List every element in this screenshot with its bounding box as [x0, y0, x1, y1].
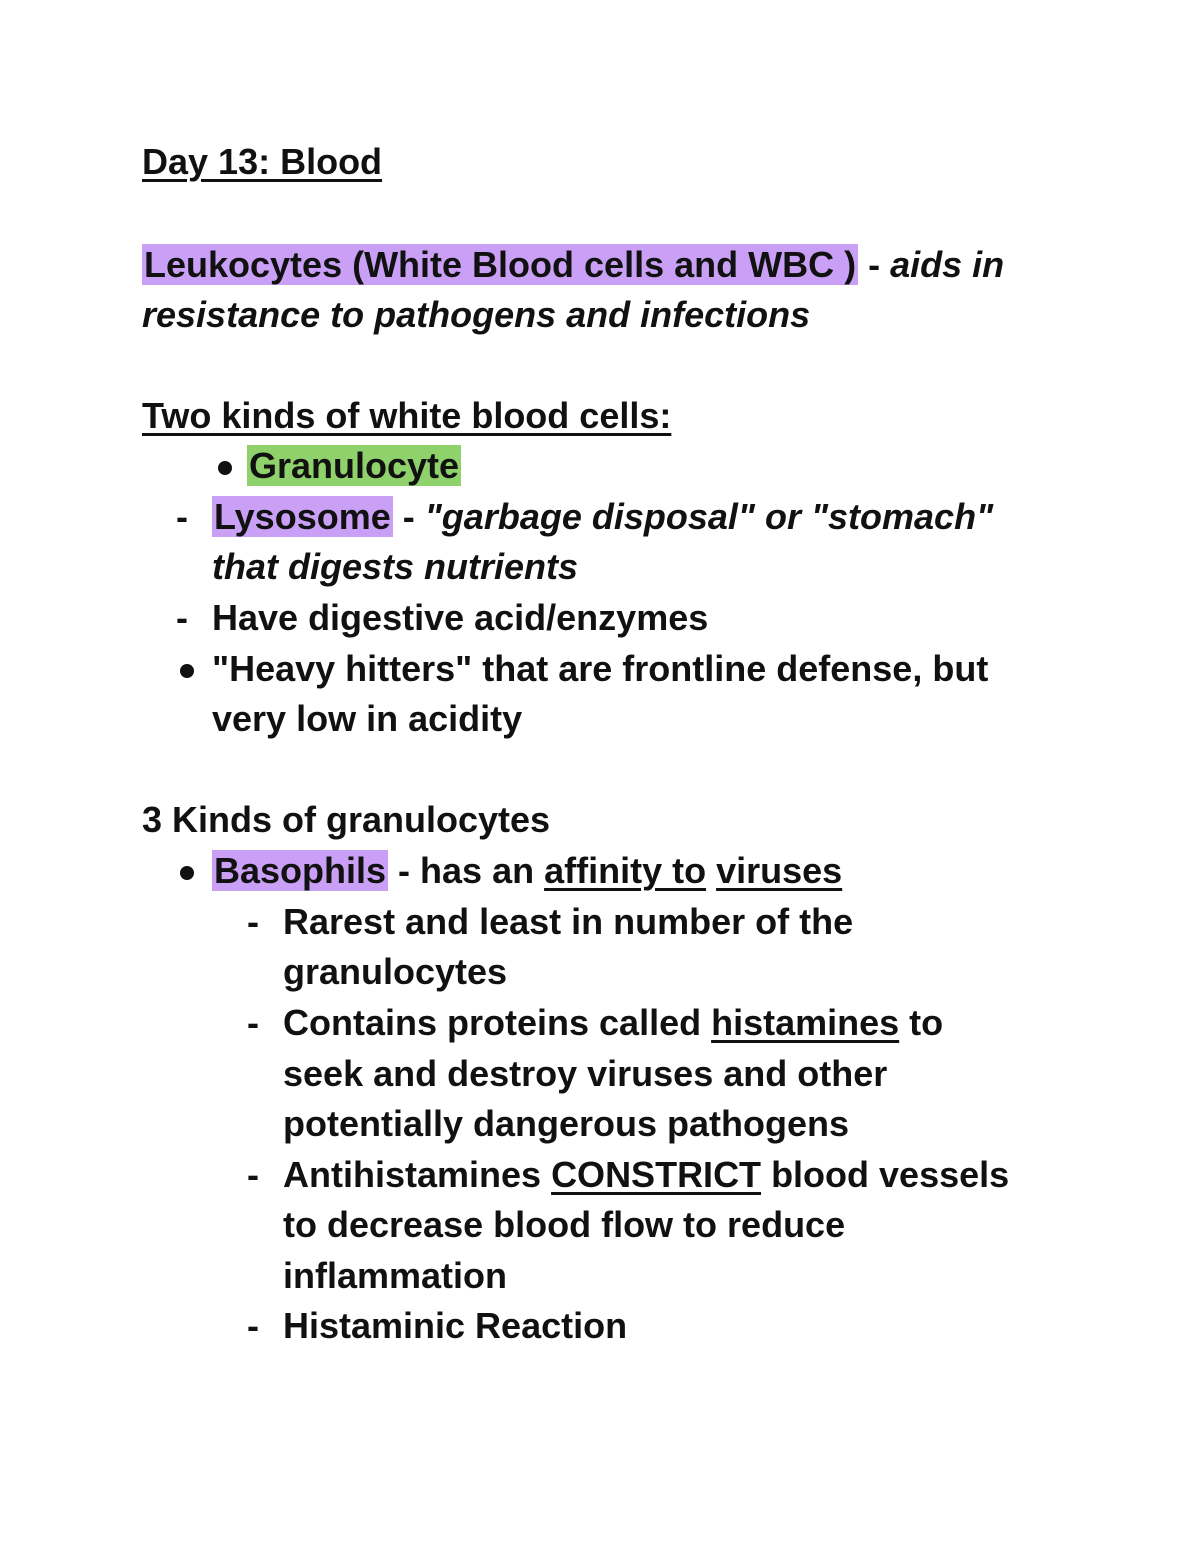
- histamines-text: histamines: [711, 1002, 900, 1043]
- leukocytes-desc-1: aids in: [890, 244, 1005, 285]
- heavy-hitters-line-1: "Heavy hitters" that are frontline defense, but: [212, 648, 989, 689]
- leukocytes-desc-2: resistance to pathogens and infections: [142, 294, 811, 335]
- antihistamines-line-1: [283, 1150, 1009, 1200]
- dash-icon: -: [176, 496, 188, 537]
- digestive-item: Have digestive acid/enzymes: [212, 597, 709, 638]
- leukocytes-separator: -: [858, 244, 891, 285]
- dash-icon: -: [247, 901, 259, 942]
- space-text: [706, 850, 716, 891]
- basophils-mid: - has an: [388, 850, 545, 891]
- granulocyte-item: [247, 441, 461, 491]
- rarest-line-1: Rarest and least in number of the: [283, 901, 854, 942]
- anti-post: blood vessels: [761, 1154, 1010, 1195]
- page-title: Day 13: Blood: [142, 141, 383, 182]
- granulocyte-term: Granulocyte: [249, 445, 460, 486]
- lysosome-line-1: [212, 492, 993, 542]
- lysosome-separator: -: [392, 496, 425, 537]
- contains-post: to: [899, 1002, 944, 1043]
- antihistamines-line-3: inflammation: [283, 1255, 508, 1296]
- viruses-text: viruses: [716, 850, 843, 891]
- basophils-term: Basophils: [214, 850, 387, 891]
- lysosome-term: Lysosome: [214, 496, 391, 537]
- contains-line-3: potentially dangerous pathogens: [283, 1103, 850, 1144]
- affinity-text: affinity to: [544, 850, 707, 891]
- three-kinds-heading: 3 Kinds of granulocytes: [142, 799, 551, 840]
- dash-icon: -: [247, 1154, 259, 1195]
- contains-pre: Contains proteins called: [283, 1002, 712, 1043]
- leukocytes-term: Leukocytes (White Blood cells and WBC ): [144, 244, 857, 285]
- dash-icon: -: [247, 1305, 259, 1346]
- constrict-text: CONSTRICT: [551, 1154, 762, 1195]
- basophils-line: [212, 846, 842, 896]
- lysosome-desc-2: that digests nutrients: [212, 546, 579, 587]
- histaminic-reaction-item: Histaminic Reaction: [283, 1305, 628, 1346]
- dash-icon: -: [247, 1002, 259, 1043]
- rarest-line-2: granulocytes: [283, 951, 508, 992]
- bullet-icon: [218, 461, 232, 475]
- leukocytes-line-1: [142, 240, 1004, 290]
- contains-line-1: [283, 998, 943, 1048]
- contains-line-2: seek and destroy viruses and other: [283, 1053, 888, 1094]
- lysosome-desc-1: "garbage disposal" or "stomach": [424, 496, 994, 537]
- dash-icon: -: [176, 597, 188, 638]
- bullet-icon: [180, 866, 194, 880]
- two-kinds-heading: Two kinds of white blood cells:: [142, 395, 672, 436]
- heavy-hitters-line-2: very low in acidity: [212, 698, 523, 739]
- bullet-icon: [180, 664, 194, 678]
- antihistamines-line-2: to decrease blood flow to reduce: [283, 1204, 846, 1245]
- anti-pre: Antihistamines: [283, 1154, 552, 1195]
